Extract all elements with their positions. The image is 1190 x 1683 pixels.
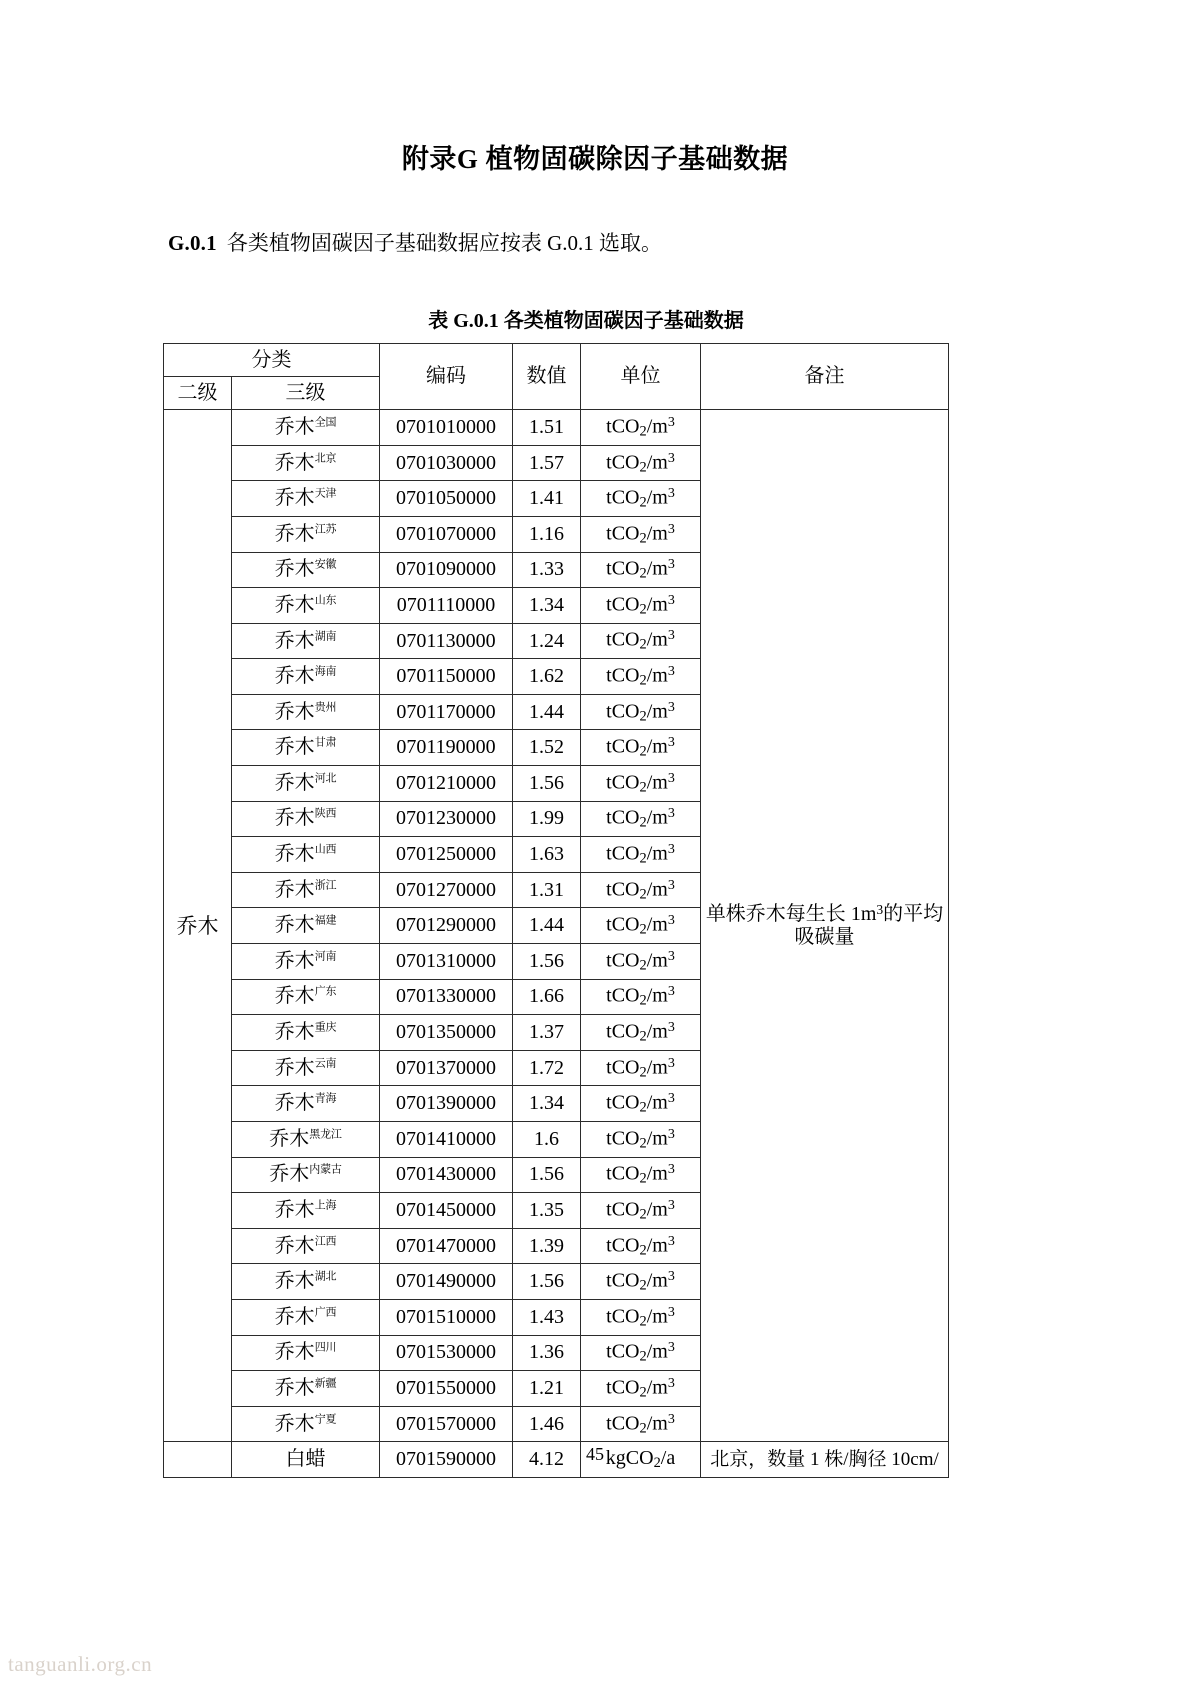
- cell-note-main: 单株乔木每生长 $1m^3$的平均 吸碳量: [701, 410, 949, 1442]
- cell-unit: $tCO_2/m^3$: [581, 1335, 701, 1371]
- cell-unit: $tCO_2/m^3$: [581, 445, 701, 481]
- cell-value: 1.99: [513, 801, 581, 837]
- cell-code: 0701370000: [380, 1050, 513, 1086]
- cell-value: 1.21: [513, 1371, 581, 1407]
- table-caption: 表 G.0.1 各类植物固碳因子基础数据: [428, 310, 744, 333]
- cell-code: 0701530000: [380, 1335, 513, 1371]
- cell-unit: $tCO_2/m^3$: [581, 1050, 701, 1086]
- cell-code: 0701570000: [380, 1406, 513, 1442]
- header-note: 备注: [701, 344, 949, 410]
- cell-unit: $tCO_2/m^3$: [581, 837, 701, 873]
- watermark: tanguanli.org.cn: [8, 1652, 153, 1676]
- cell-code: 0701090000: [380, 552, 513, 588]
- cell-level3-name: 乔木$^{湖北}$: [232, 1264, 380, 1300]
- cell-level3-name: 乔木$^{山西}$: [232, 837, 380, 873]
- header-unit: 单位: [581, 344, 701, 410]
- cell-code: 0701410000: [380, 1122, 513, 1158]
- cell-value: 1.62: [513, 659, 581, 695]
- cell-code: 0701270000: [380, 872, 513, 908]
- plant-carbon-factor-table: [163, 343, 949, 1478]
- header-level2: 二级: [164, 377, 232, 410]
- cell-level3-name: 乔木$^{重庆}$: [232, 1015, 380, 1051]
- cell-code: 0701190000: [380, 730, 513, 766]
- cell-unit: $tCO_2/m^3$: [581, 1122, 701, 1158]
- header-code: 编码: [380, 344, 513, 410]
- cell-level3-name: 乔木$^{海南}$: [232, 659, 380, 695]
- cell-level3-name: 乔木$^{江苏}$: [232, 516, 380, 552]
- cell-level3-name: 乔木$^{天津}$: [232, 481, 380, 517]
- cell-value: 1.34: [513, 588, 581, 624]
- cell-value: 1.33: [513, 552, 581, 588]
- cell-value: 1.34: [513, 1086, 581, 1122]
- cell-unit: $tCO_2/m^3$: [581, 1264, 701, 1300]
- cell-level3-name: 乔木$^{江西}$: [232, 1228, 380, 1264]
- cell-code: 0701030000: [380, 445, 513, 481]
- cell-unit: $tCO_2/m^3$: [581, 552, 701, 588]
- cell-value: 1.24: [513, 623, 581, 659]
- cell-level3-name: 乔木$^{湖南}$: [232, 623, 380, 659]
- cell-code: 0701210000: [380, 766, 513, 802]
- cell-unit: $tCO_2/m^3$: [581, 1086, 701, 1122]
- clause-paragraph: [0, 177, 1190, 258]
- cell-unit: $tCO_2/m^3$: [581, 1015, 701, 1051]
- header-classification: 分类: [164, 344, 380, 377]
- cell-code: 0701330000: [380, 979, 513, 1015]
- cell-value: 1.16: [513, 516, 581, 552]
- cell-value: 1.57: [513, 445, 581, 481]
- cell-level3-name: 乔木$^{陕西}$: [232, 801, 380, 837]
- cell-code: 0701150000: [380, 659, 513, 695]
- cell-value: 4.12: [513, 1442, 581, 1478]
- cell-code: 0701430000: [380, 1157, 513, 1193]
- cell-code: 0701390000: [380, 1086, 513, 1122]
- cell-code: 0701250000: [380, 837, 513, 873]
- cell-value: 1.46: [513, 1406, 581, 1442]
- cell-code: 0701590000: [380, 1442, 513, 1478]
- header-level3: 三级: [232, 377, 380, 410]
- cell-unit: $tCO_2/m^3$: [581, 659, 701, 695]
- table-body: [164, 410, 949, 1478]
- cell-unit: $tCO_2/m^3$: [581, 944, 701, 980]
- cell-unit: $tCO_2/m^3$: [581, 694, 701, 730]
- cell-level3-name: 乔木$^{四川}$: [232, 1335, 380, 1371]
- cell-unit: $tCO_2/m^3$: [581, 516, 701, 552]
- cell-unit: $tCO_2/m^3$: [581, 979, 701, 1015]
- cell-code: 0701310000: [380, 944, 513, 980]
- cell-unit: $tCO_2/m^3$: [581, 766, 701, 802]
- cell-code: 0701170000: [380, 694, 513, 730]
- cell-level3-name: 乔木$^{云南}$: [232, 1050, 380, 1086]
- cell-unit: $tCO_2/m^3$: [581, 1371, 701, 1407]
- cell-value: 1.31: [513, 872, 581, 908]
- cell-level3-name: 乔木$^{福建}$: [232, 908, 380, 944]
- cell-value: 1.66: [513, 979, 581, 1015]
- cell-level3-name: 乔木$^{河南}$: [232, 944, 380, 980]
- cell-level3-name: 乔木$^{浙江}$: [232, 872, 380, 908]
- cell-level3-name: 乔木$^{青海}$: [232, 1086, 380, 1122]
- cell-value: 1.56: [513, 766, 581, 802]
- cell-level3-name: 乔木$^{黑龙江}$: [232, 1122, 380, 1158]
- cell-level3-name: 乔木$^{河北}$: [232, 766, 380, 802]
- cell-level3-name: 乔木$^{上海}$: [232, 1193, 380, 1229]
- cell-unit: $tCO_2/m^3$: [581, 410, 701, 446]
- cell-value: 1.36: [513, 1335, 581, 1371]
- table-header: [164, 344, 949, 410]
- clause-body: 各类植物固碳因子基础数据应按表 G.0.1 选取。: [226, 230, 663, 255]
- cell-level3-name: 乔木$^{广东}$: [232, 979, 380, 1015]
- cell-unit: $tCO_2/m^3$: [581, 1228, 701, 1264]
- cell-level3-name: 乔木$^{内蒙古}$: [232, 1157, 380, 1193]
- cell-code: 0701070000: [380, 516, 513, 552]
- cell-code: 0701290000: [380, 908, 513, 944]
- cell-unit: $tCO_2/m^3$: [581, 1299, 701, 1335]
- cell-level3-name: 乔木$^{北京}$: [232, 445, 380, 481]
- cell-value: 1.72: [513, 1050, 581, 1086]
- cell-code: 0701230000: [380, 801, 513, 837]
- cell-unit: $tCO_2/m^3$: [581, 730, 701, 766]
- cell-value: 1.51: [513, 410, 581, 446]
- cell-unit: $tCO_2/m^3$: [581, 908, 701, 944]
- cell-unit: $tCO_2/m^3$: [581, 481, 701, 517]
- cell-unit: $tCO_2/m^3$: [581, 623, 701, 659]
- cell-value: 1.56: [513, 1157, 581, 1193]
- table-row: [164, 410, 949, 446]
- cell-unit: $tCO_2/m^3$: [581, 1193, 701, 1229]
- cell-unit: $tCO_2/m^3$: [581, 1406, 701, 1442]
- cell-level3-name: 乔木$^{安徽}$: [232, 552, 380, 588]
- cell-unit: $tCO_2/m^3$: [581, 1157, 701, 1193]
- cell-value: 1.43: [513, 1299, 581, 1335]
- cell-code: 0701010000: [380, 410, 513, 446]
- cell-level3-name: 白蜡: [232, 1442, 380, 1478]
- table-header-row-1: [164, 344, 949, 377]
- cell-note-last: 北京，数量 1 株/胸径 10cm/: [701, 1442, 949, 1478]
- page-title: 附录G 植物固碳除因子基础数据: [401, 144, 789, 174]
- cell-code: 0701450000: [380, 1193, 513, 1229]
- cell-level3-name: 乔木$^{广西}$: [232, 1299, 380, 1335]
- cell-value: 1.44: [513, 694, 581, 730]
- cell-code: 0701490000: [380, 1264, 513, 1300]
- cell-value: 1.52: [513, 730, 581, 766]
- cell-value: 1.44: [513, 908, 581, 944]
- cell-value: 1.35: [513, 1193, 581, 1229]
- cell-unit: $tCO_2/m^3$: [581, 588, 701, 624]
- cell-code: 0701350000: [380, 1015, 513, 1051]
- cell-code: 0701550000: [380, 1371, 513, 1407]
- clause-number: G.0.1: [168, 230, 217, 255]
- cell-value: 1.56: [513, 944, 581, 980]
- cell-value: 1.39: [513, 1228, 581, 1264]
- cell-level3-name: 乔木$^{贵州}$: [232, 694, 380, 730]
- cell-value: 1.37: [513, 1015, 581, 1051]
- cell-unit: $tCO_2/m^3$: [581, 801, 701, 837]
- header-value: 数值: [513, 344, 581, 410]
- cell-code: 0701470000: [380, 1228, 513, 1264]
- page-number: 45: [586, 1444, 604, 1464]
- cell-code: 0701050000: [380, 481, 513, 517]
- cell-value: 1.6: [513, 1122, 581, 1158]
- cell-code: 0701510000: [380, 1299, 513, 1335]
- cell-level2-group: 乔木: [164, 410, 232, 1442]
- cell-value: 1.56: [513, 1264, 581, 1300]
- cell-value: 1.63: [513, 837, 581, 873]
- cell-level3-name: 乔木$^{全国}$: [232, 410, 380, 446]
- cell-unit: kgCO$_2$/a: [581, 1442, 701, 1478]
- cell-code: 0701110000: [380, 588, 513, 624]
- cell-unit: $tCO_2/m^3$: [581, 872, 701, 908]
- cell-level3-name: 乔木$^{山东}$: [232, 588, 380, 624]
- cell-level3-name: 乔木$^{甘肃}$: [232, 730, 380, 766]
- cell-level3-name: 乔木$^{新疆}$: [232, 1371, 380, 1407]
- cell-code: 0701130000: [380, 623, 513, 659]
- cell-level3-name: 乔木$^{宁夏}$: [232, 1406, 380, 1442]
- cell-value: 1.41: [513, 481, 581, 517]
- table-container: [0, 343, 1190, 1478]
